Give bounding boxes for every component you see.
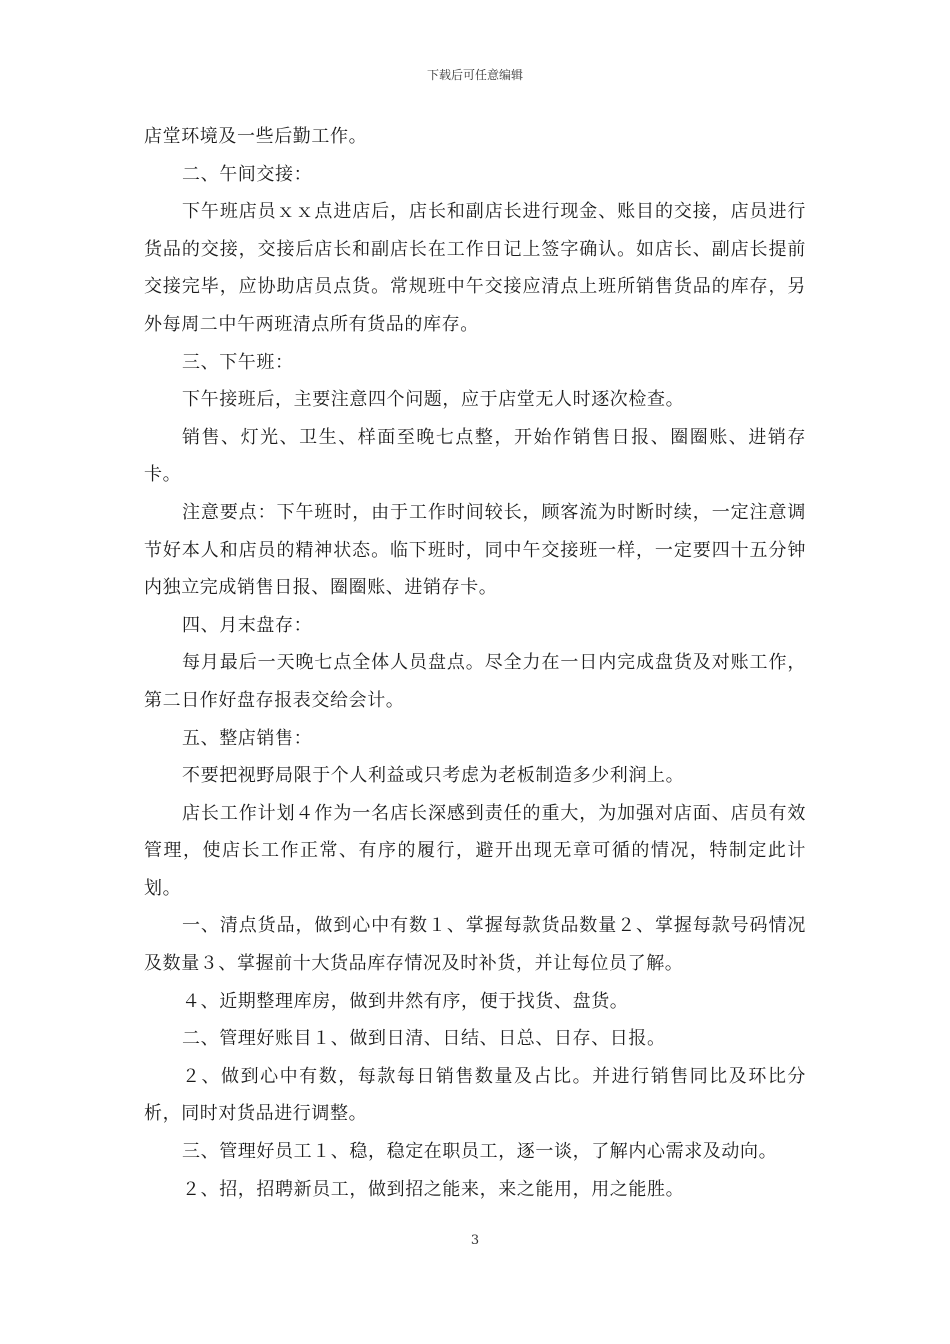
paragraph: 四、月末盘存： (182, 614, 313, 636)
paragraph: 下午班店员ｘｘ点进店后，店长和副店长进行现金、账目的交接，店员进行货品的交接，交接后店长和副店长在工作日记上签字确认。如店长、副店长提前交接完毕，应协助店员点货。常规班中午交接应清点上班所销售货品的库存，另外每周二中午两班清点所有货品的库存。 (144, 201, 806, 335)
paragraph: 店堂环境及一些后勤工作。 (144, 126, 368, 147)
paragraph: ２、做到心中有数，每款每日销售数量及占比。并进行销售同比及环比分析，同时对货品进行调整。 (144, 1065, 806, 1125)
paragraph: 三、下午班： (182, 351, 294, 373)
paragraph: 三、管理好员工１、稳，稳定在职员工，逐一谈，了解内心需求及动向。 (182, 1141, 778, 1163)
paragraph: 下午接班后，主要注意四个问题，应于店堂无人时逐次检查。 (182, 389, 685, 411)
paragraph: 注意要点：下午班时，由于工作时间较长，顾客流为时断时续，一定注意调节好本人和店员的精神状态。临下班时，同中午交接班一样，一定要四十五分钟内独立完成销售日报、圈圈账、进销存卡。 (144, 501, 806, 599)
paragraph: ２、招，招聘新员工，做到招之能来，来之能用，用之能胜。 (182, 1178, 685, 1200)
page-header: 下载后可任意编辑 (426, 68, 523, 82)
document-body (144, 118, 806, 1208)
paragraph: 五、整店销售： (182, 727, 313, 749)
paragraph: 二、午间交接： (182, 163, 313, 185)
paragraph: 不要把视野局限于个人利益或只考虑为老板制造多少利润上。 (182, 765, 685, 787)
paragraph: 二、管理好账目１、做到日清、日结、日总、日存、日报。 (182, 1028, 666, 1050)
paragraph: 一、清点货品，做到心中有数１、掌握每款货品数量２、掌握每款号码情况及数量３、掌握前十大货品库存情况及时补货，并让每位员了解。 (144, 915, 806, 975)
paragraph: 销售、灯光、卫生、样面至晚七点整，开始作销售日报、圈圈账、进销存卡。 (144, 426, 806, 486)
paragraph: ４、近期整理库房，做到井然有序，便于找货、盘货。 (182, 990, 629, 1012)
paragraph: 店长工作计划４作为一名店长深感到责任的重大，为加强对店面、店员有效管理，使店长工作正常、有序的履行，避开出现无章可循的情况，特制定此计划。 (144, 802, 806, 899)
paragraph: 每月最后一天晚七点全体人员盘点。尽全力在一日内完成盘货及对账工作，第二日作好盘存报表交给会计。 (144, 652, 806, 711)
page-number: 3 (470, 1233, 480, 1248)
